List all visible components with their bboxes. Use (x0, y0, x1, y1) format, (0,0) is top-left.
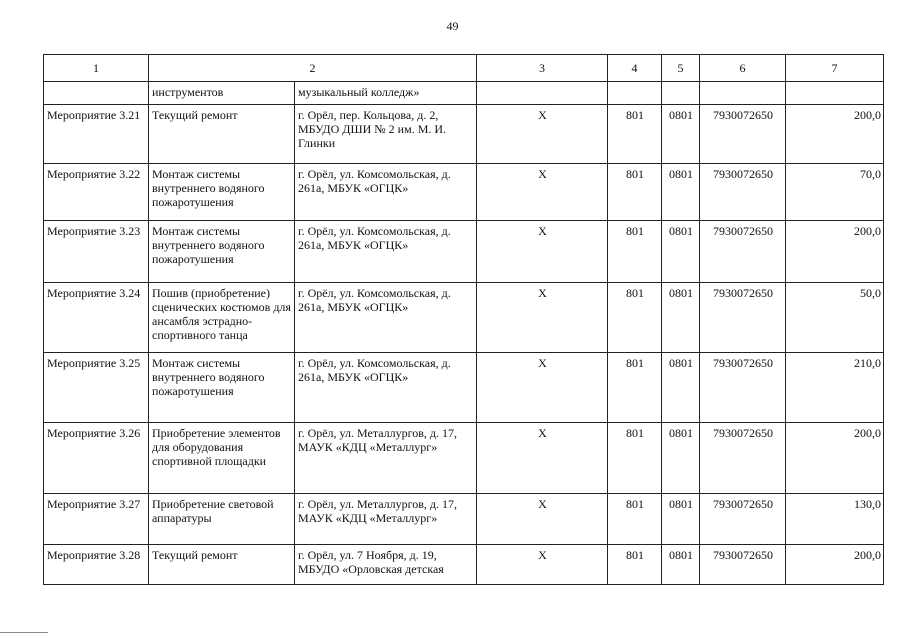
cell-col5: 0801 (662, 164, 700, 221)
cell-col6: 7930072650 (700, 353, 786, 423)
cell-col6: 7930072650 (700, 105, 786, 164)
continuation-row (44, 82, 884, 105)
cell-col5: 0801 (662, 283, 700, 353)
cell (662, 82, 700, 105)
cell (700, 82, 786, 105)
cell-work: Текущий ремонт (149, 105, 295, 164)
cell-col4: 801 (608, 494, 662, 545)
cell (608, 82, 662, 105)
cell-col6: 7930072650 (700, 545, 786, 585)
cell-address: г. Орёл, ул. Комсомольская, д. 261а, МБУК «ОГЦК» (295, 353, 477, 423)
cell-work: Приобретение световой аппаратуры (149, 494, 295, 545)
cell-col7: 200,0 (786, 545, 884, 585)
table-row (44, 164, 884, 221)
cell-address: г. Орёл, ул. Металлургов, д. 17, МАУК «КДЦ «Металлург» (295, 423, 477, 494)
header-cell: 1 (44, 55, 149, 82)
cell-col4: 801 (608, 545, 662, 585)
header-cell: 6 (700, 55, 786, 82)
cell-col6: 7930072650 (700, 164, 786, 221)
cell-col3: X (477, 353, 608, 423)
cell-col6: 7930072650 (700, 423, 786, 494)
cell-event-name: Мероприятие 3.23 (44, 221, 149, 283)
cell-event-name: Мероприятие 3.21 (44, 105, 149, 164)
cell-col5: 0801 (662, 105, 700, 164)
page-number: 49 (446, 19, 459, 33)
cell-event-name: Мероприятие 3.27 (44, 494, 149, 545)
cell (44, 82, 149, 105)
cell-col7: 70,0 (786, 164, 884, 221)
cell-col3: X (477, 545, 608, 585)
cell-work: Монтаж системы внутреннего водяного пожаротушения (149, 353, 295, 423)
cell-event-name: Мероприятие 3.25 (44, 353, 149, 423)
header-cell: 3 (477, 55, 608, 82)
cell-col4: 801 (608, 164, 662, 221)
cell-col3: X (477, 423, 608, 494)
cell-work: Монтаж системы внутреннего водяного пожаротушения (149, 164, 295, 221)
table-row (44, 105, 884, 164)
cell-work: инструментов (149, 82, 295, 105)
cell-col4: 801 (608, 283, 662, 353)
cell-col7: 130,0 (786, 494, 884, 545)
table-row (44, 283, 884, 353)
cell-col7: 200,0 (786, 423, 884, 494)
cell-work: Текущий ремонт (149, 545, 295, 585)
cell-col5: 0801 (662, 545, 700, 585)
cell-col7: 200,0 (786, 105, 884, 164)
cell-col3: X (477, 221, 608, 283)
cell-col5: 0801 (662, 494, 700, 545)
cell-col3: X (477, 283, 608, 353)
table-row (44, 494, 884, 545)
cell-col7: 50,0 (786, 283, 884, 353)
header-cell: 5 (662, 55, 700, 82)
cell-address: г. Орёл, ул. Комсомольская, д. 261а, МБУК «ОГЦК» (295, 221, 477, 283)
header-cell: 7 (786, 55, 884, 82)
cell-col6: 7930072650 (700, 283, 786, 353)
table-row (44, 221, 884, 283)
cell-address: г. Орёл, ул. Комсомольская, д. 261а, МБУК «ОГЦК» (295, 164, 477, 221)
cell-col4: 801 (608, 353, 662, 423)
cell-address: музыкальный колледж» (295, 82, 477, 105)
cell-event-name: Мероприятие 3.22 (44, 164, 149, 221)
cell-event-name: Мероприятие 3.28 (44, 545, 149, 585)
cell-event-name: Мероприятие 3.26 (44, 423, 149, 494)
cell-address: г. Орёл, ул. Комсомольская, д. 261а, МБУК «ОГЦК» (295, 283, 477, 353)
table-row (44, 423, 884, 494)
cell-col7: 200,0 (786, 221, 884, 283)
budget-table (43, 54, 884, 585)
cell-col3: X (477, 105, 608, 164)
header-cell: 4 (608, 55, 662, 82)
cell-col6: 7930072650 (700, 221, 786, 283)
cell-col3: X (477, 164, 608, 221)
cell-col5: 0801 (662, 353, 700, 423)
cell-col7: 210,0 (786, 353, 884, 423)
cell-work: Приобретение элементов для оборудования спортивной площадки (149, 423, 295, 494)
cell-col5: 0801 (662, 221, 700, 283)
scan-mark (0, 632, 48, 633)
cell-address: г. Орёл, пер. Кольцова, д. 2, МБУДО ДШИ № 2 им. М. И. Глинки (295, 105, 477, 164)
cell-col6: 7930072650 (700, 494, 786, 545)
cell-work: Пошив (приобретение) сценических костюмов для ансамбля эстрадно-спортивного танца (149, 283, 295, 353)
header-row (44, 55, 884, 82)
header-cell: 2 (149, 55, 477, 82)
table-row (44, 353, 884, 423)
cell-address: г. Орёл, ул. Металлургов, д. 17, МАУК «КДЦ «Металлург» (295, 494, 477, 545)
table-row (44, 545, 884, 585)
cell-col3: X (477, 494, 608, 545)
cell-col4: 801 (608, 423, 662, 494)
cell-event-name: Мероприятие 3.24 (44, 283, 149, 353)
cell (477, 82, 608, 105)
cell-col5: 0801 (662, 423, 700, 494)
cell-work: Монтаж системы внутреннего водяного пожаротушения (149, 221, 295, 283)
cell (786, 82, 884, 105)
cell-col4: 801 (608, 221, 662, 283)
cell-col4: 801 (608, 105, 662, 164)
cell-address: г. Орёл, ул. 7 Ноября, д. 19, МБУДО «Орловская детская (295, 545, 477, 585)
